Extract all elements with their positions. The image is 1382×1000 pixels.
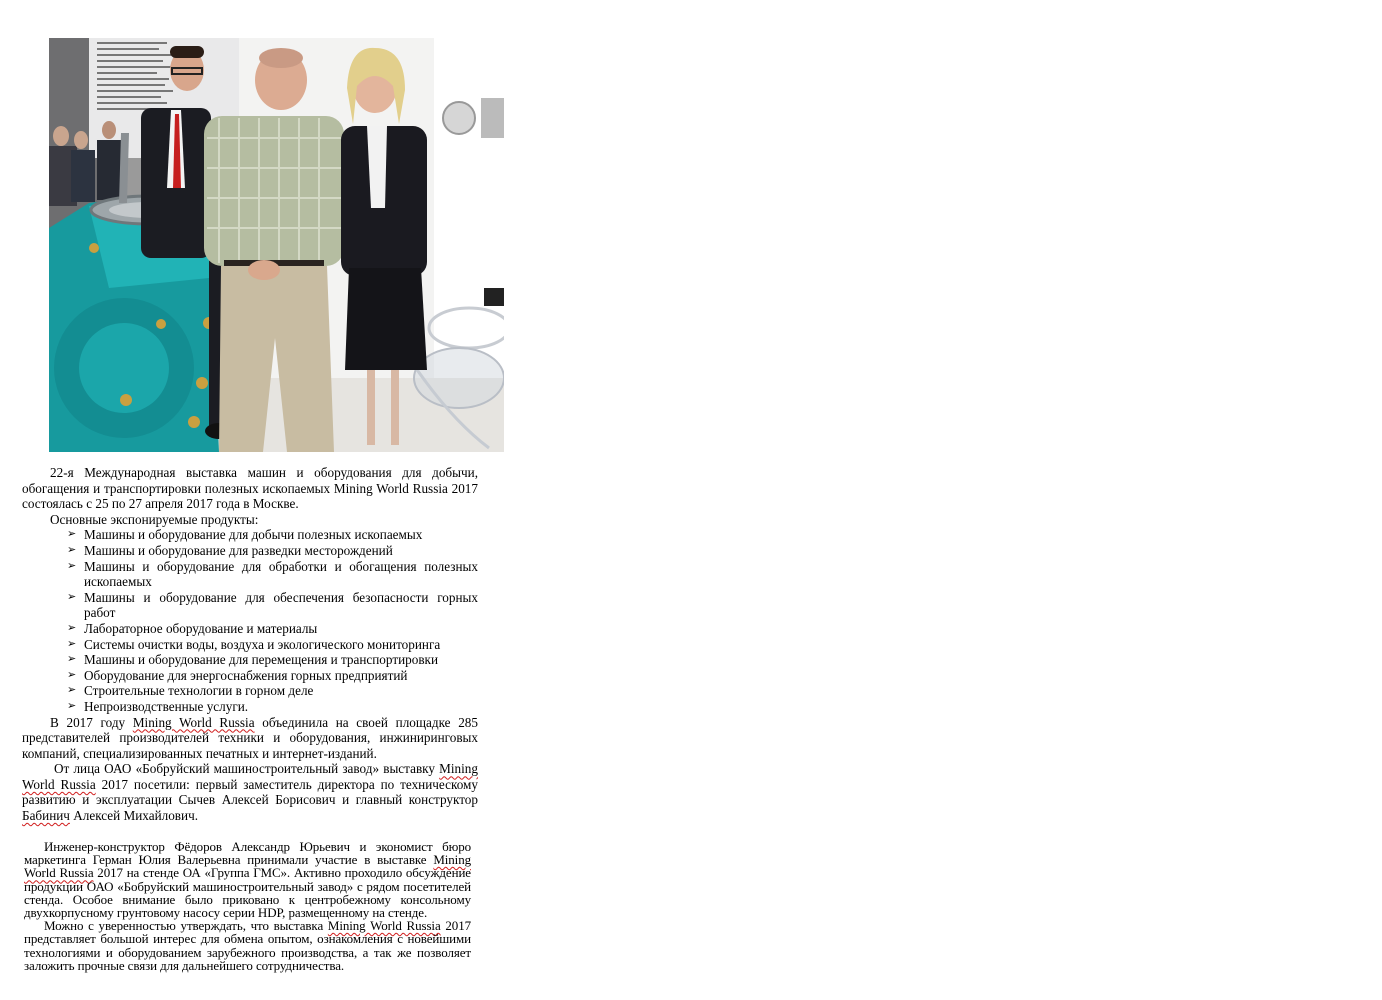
conclusion-paragraph: Можно с уверенностью утверждать, что выставка Mining World Russia 2017 представляет большой интерес для обмена опытом, ознакомления с новейшими технологиями и оборудованием зарубежного производства, а так же позволяет заложить прочные связи для дальнейшего сотрудничества.: [24, 918, 471, 973]
arrow-bullet-icon: ➢: [67, 590, 77, 603]
list-item: ➢ Лабораторное оборудование и материалы: [67, 620, 318, 636]
list-item: ➢ Машины и оборудование для разведки месторождений: [67, 542, 393, 558]
list-item: ➢ Машины и оборудование для добычи полезных ископаемых: [67, 527, 423, 543]
arrow-bullet-icon: ➢: [67, 653, 77, 666]
arrow-bullet-icon: ➢: [67, 543, 77, 556]
article-body: [22, 465, 478, 824]
arrow-bullet-icon: ➢: [67, 684, 77, 697]
intro-paragraph: 22-я Международная выставка машин и оборудования для добычи, обогащения и транспортировки полезных ископаемых Mining World Russia 2017 состоялась с 25 по 27 апреля 2017 года в Москве.: [22, 465, 478, 512]
article-tail: [24, 840, 471, 972]
visitors-paragraph: От лица ОАО «Бобруйский машиностроительный завод» выставку Mining World Russia 2017 посетили: первый заместитель директора по техническому развитию и эксплуатации Сычев Алексей Борисович и главный конструктор Бабинич Алексей Михайлович.: [22, 761, 478, 824]
list-item: ➢ Машины и оборудование для обработки и обогащения полезных ископаемых: [67, 558, 478, 590]
list-item: ➢ Машины и оборудование для обеспечения безопасности горных работ: [67, 589, 478, 621]
arrow-bullet-icon: ➢: [67, 621, 77, 634]
list-item: ➢ Строительные технологии в горном деле: [67, 683, 314, 699]
arrow-bullet-icon: ➢: [67, 528, 77, 541]
list-item: ➢ Машины и оборудование для перемещения и транспортировки: [67, 652, 439, 668]
arrow-bullet-icon: ➢: [67, 668, 77, 681]
arrow-bullet-icon: ➢: [67, 699, 77, 712]
products-list: [22, 527, 478, 714]
stand-paragraph: Инженер-конструктор Фёдоров Александр Юрьевич и экономист бюро маркетинга Герман Юлия Валерьевна принимали участие в выставке Mining World Russia 2017 на стенде ОА «Группа ГМС». Активно проходило обсуждение продукции ОАО «Бобруйский машиностроительный завод» с рядом посетителей стенда. Особое внимание было приковано к центробежному консольному двухкорпусному грунтовому насосу серии HDP, размещенному на стенде.: [24, 839, 471, 921]
list-item: ➢ Непроизводственные услуги.: [67, 698, 249, 714]
arrow-bullet-icon: ➢: [67, 637, 77, 650]
products-heading: Основные экспонируемые продукты:: [50, 511, 259, 527]
arrow-bullet-icon: ➢: [67, 559, 77, 572]
participants-paragraph: В 2017 году Mining World Russia объединила на своей площадке 285 представителей производителей техники и оборудования, инжиниринговых компаний, специализированных печатных и интернет-изданий.: [22, 714, 478, 761]
list-item: ➢ Системы очистки воды, воздуха и экологического мониторинга: [67, 636, 441, 652]
list-item: ➢ Оборудование для энергоснабжения горных предприятий: [67, 667, 408, 683]
exhibition-photo: [49, 38, 504, 452]
